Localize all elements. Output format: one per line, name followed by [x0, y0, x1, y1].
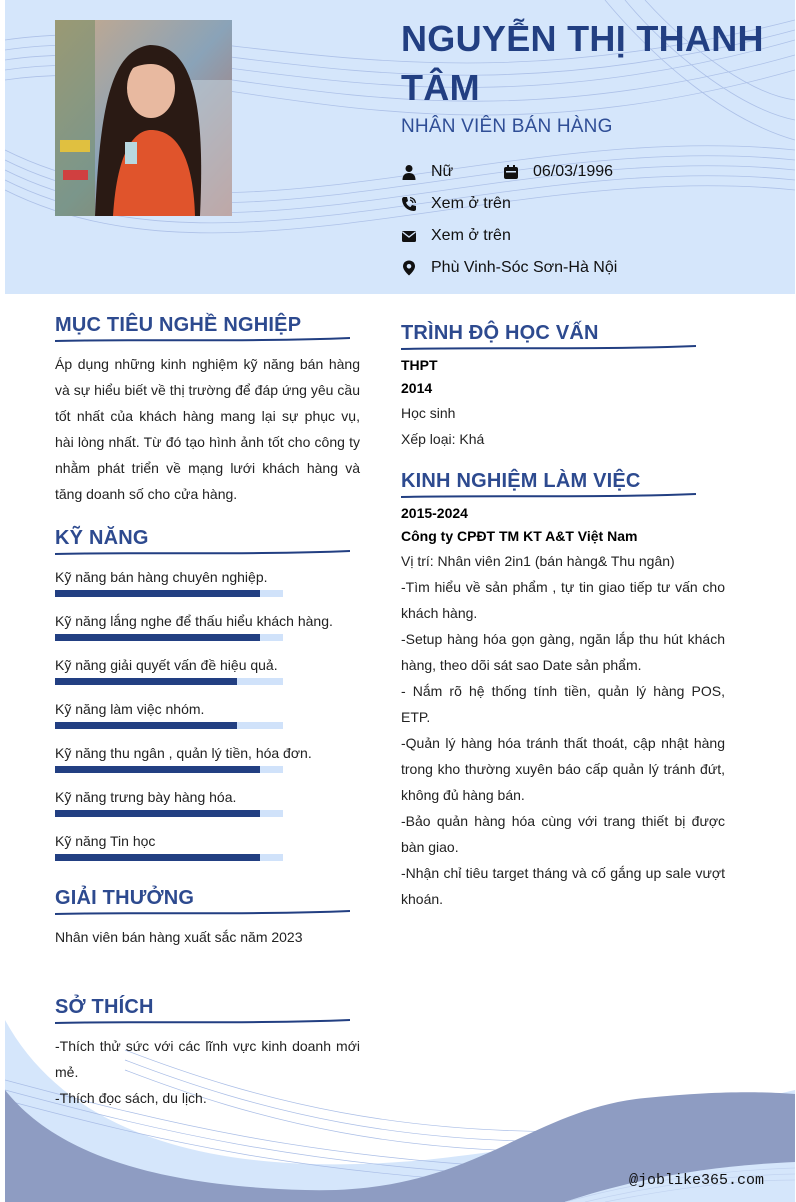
skill-label: Kỹ năng trưng bày hàng hóa.: [55, 789, 237, 805]
education-school: THPT: [401, 357, 438, 373]
hobbies-underline: [55, 1018, 350, 1026]
skill-bar-fill: [55, 678, 237, 685]
objective-text: [55, 351, 360, 507]
phone-row: [401, 193, 511, 215]
address-value: Phù Vinh-Sóc Sơn-Hà Nội: [431, 259, 618, 276]
job-title: NHÂN VIÊN BÁN HÀNG: [401, 116, 613, 137]
skill-label: Kỹ năng lắng nghe để thấu hiểu khách hàng.: [55, 613, 333, 629]
skill-bar-track: [55, 678, 283, 685]
phone-value: Xem ở trên: [431, 195, 511, 212]
skill-bar-track: [55, 854, 283, 861]
phone-icon: [401, 196, 417, 212]
education-underline: [401, 344, 696, 352]
skill-item: [55, 612, 335, 641]
hobbies-text: [55, 1033, 360, 1111]
hobby-2: -Thích đọc sách, du lịch.: [55, 1090, 207, 1106]
education-year: 2014: [401, 380, 433, 396]
experience-position: Vị trí: Nhân viên 2in1 (bán hàng& Thu ngân): [401, 553, 675, 569]
duty-5: -Bảo quản hàng hóa cùng với trang thiết bị được bàn giao.: [401, 813, 725, 855]
education-title: TRÌNH ĐỘ HỌC VẤN: [401, 322, 599, 344]
address-row: [401, 257, 617, 279]
skill-item: [55, 744, 335, 773]
awards-title: GIẢI THƯỞNG: [55, 887, 195, 909]
skill-bar-track: [55, 722, 283, 729]
duty-1: -Tìm hiểu về sản phẩm , tự tin giao tiếp tư vấn cho khách hàng.: [401, 579, 725, 621]
duty-6: -Nhận chỉ tiêu target tháng và cố gắng up sale vượt khoán.: [401, 865, 725, 907]
gender-value: Nữ: [431, 163, 454, 180]
duty-4: -Quản lý hàng hóa tránh thất thoát, cập nhật hàng trong kho thường xuyên báo cấp quản lý tránh đứt, không đủ hàng bán.: [401, 735, 725, 803]
email-row: [401, 225, 511, 247]
envelope-icon: [401, 228, 417, 244]
email-value: Xem ở trên: [431, 227, 511, 244]
hobbies-title: SỞ THÍCH: [55, 996, 154, 1018]
awards-text: Nhân viên bán hàng xuất sắc năm 2023: [55, 929, 303, 945]
skill-label: Kỹ năng Tin học: [55, 833, 156, 849]
gender-row: [401, 161, 453, 183]
dob-row: [503, 161, 613, 183]
hobby-1: -Thích thử sức với các lĩnh vực kinh doanh mới mẻ.: [55, 1038, 360, 1080]
skill-item: [55, 788, 335, 817]
person-icon: [401, 164, 417, 180]
skill-bar-track: [55, 590, 283, 597]
skill-bar-track: [55, 766, 283, 773]
skill-bar-fill: [55, 590, 260, 597]
header-band: [5, 0, 795, 294]
skill-item: [55, 832, 335, 861]
location-pin-icon: [401, 260, 417, 276]
skill-item: [55, 700, 335, 729]
calendar-icon: [503, 164, 519, 180]
watermark: @joblike365.com: [629, 1172, 765, 1189]
skill-label: Kỹ năng giải quyết vấn đề hiệu quả.: [55, 657, 278, 673]
skill-bar-fill: [55, 634, 260, 641]
skill-item: [55, 656, 335, 685]
skill-bar-fill: [55, 854, 260, 861]
experience-details: [401, 548, 725, 912]
objective-underline: [55, 336, 350, 344]
experience-title: KINH NGHIỆM LÀM VIỆC: [401, 470, 641, 492]
experience-company: Công ty CPĐT TM KT A&T Việt Nam: [401, 528, 638, 544]
duty-2: -Setup hàng hóa gọn gàng, ngăn lắp thu hút khách hàng, theo dõi sát sao Date sản phẩm.: [401, 631, 725, 673]
awards-underline: [55, 909, 350, 917]
profile-photo: [55, 20, 232, 216]
skill-label: Kỹ năng bán hàng chuyên nghiệp.: [55, 569, 268, 585]
skills-underline: [55, 549, 350, 557]
full-name: NGUYỄN THỊ THANH TÂM: [401, 18, 764, 108]
skill-bar-track: [55, 634, 283, 641]
experience-period: 2015-2024: [401, 505, 468, 521]
duty-3: - Nắm rõ hệ thống tính tiền, quản lý hàng POS, ETP.: [401, 683, 725, 725]
objective-paragraph: Áp dụng những kinh nghiệm kỹ năng bán hàng và sự hiểu biết về thị trường để đáp ứng yêu cầu tốt nhất của khách hàng mang lại sự phục vụ, hài lòng nhất. Từ đó tạo hình ảnh tốt cho công ty nhằm phát triển về mạng lưới khách hàng và tăng doanh số cho cửa hàng.: [55, 356, 360, 502]
skill-label: Kỹ năng làm việc nhóm.: [55, 701, 205, 717]
education-grade: Xếp loại: Khá: [401, 431, 485, 447]
skills-title: KỸ NĂNG: [55, 527, 149, 549]
experience-underline: [401, 492, 696, 500]
skill-item: [55, 568, 335, 597]
resume-page: [5, 0, 795, 1202]
skill-label: Kỹ năng thu ngân , quản lý tiền, hóa đơn.: [55, 745, 312, 761]
skill-bar-fill: [55, 810, 260, 817]
skill-bar-track: [55, 810, 283, 817]
objective-title: MỤC TIÊU NGHỀ NGHIỆP: [55, 314, 302, 336]
education-major: Học sinh: [401, 405, 456, 421]
dob-value: 06/03/1996: [533, 163, 614, 180]
skill-bar-fill: [55, 766, 260, 773]
skill-bar-fill: [55, 722, 237, 729]
